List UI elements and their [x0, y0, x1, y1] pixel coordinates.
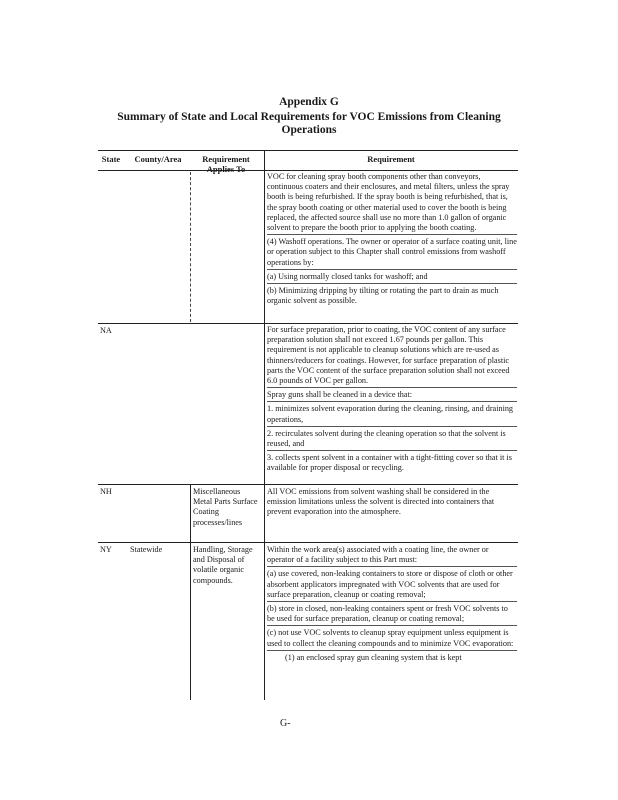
row0-requirement: [267, 172, 517, 309]
row-separator: [98, 484, 518, 485]
row2-state: NH: [100, 487, 112, 496]
requirement-paragraph: VOC for cleaning spray booth components other than conveyors, continuous coaters and their enclosures, and metal filters, unless the spray booth is being refurbished. If the spray booth is being refurbished, that is, the spray booth coating or other material used to cover the booth is being replaced, the affected source shall use no more than 1.0 gallon of organic solvent to prepare the booth prior to applying the booth coating.: [267, 172, 517, 235]
header-applies-to: Requirement Applies To: [202, 154, 250, 174]
row2-requirement: [267, 487, 517, 521]
row3-applies-to: Handling, Storage and Disposal of volatile organic compounds.: [193, 545, 253, 585]
row-separator: [98, 542, 518, 543]
column-divider: [264, 150, 265, 700]
requirement-paragraph: For surface preparation, prior to coating, the VOC content of any surface preparation solution shall not exceed 1.67 pounds per gallon. This requirement is not applicable to cleanup solutions which are re-used as thinners/reducers for coatings. However, for surface preparation of plastic parts the VOC content of the surface preparation solution shall not exceed 6.0 pounds of VOC per gallon.: [267, 325, 517, 388]
title-line-1: Appendix G: [279, 96, 339, 108]
title-line-2: Summary of State and Local Requirements for VOC Emissions from Cleaning: [117, 111, 501, 123]
row1-state: NA: [100, 326, 112, 335]
header-county: County/Area: [134, 154, 182, 164]
row2-applies-to: Miscellaneous Metal Parts Surface Coating processes/lines: [193, 487, 258, 527]
column-divider-dashed: [190, 172, 191, 322]
requirement-paragraph: (b) store in closed, non-leaking containers spent or fresh VOC solvents to be used for surface preparation, cleanup or coating removal;: [267, 604, 517, 626]
column-divider: [190, 484, 191, 700]
row3-state: NY: [100, 545, 112, 554]
header-requirement: Requirement: [367, 154, 415, 164]
requirement-paragraph: 3. collects spent solvent in a container with a tight-fitting cover so that it is available for proper disposal or recycling.: [267, 453, 512, 473]
header-state: State: [101, 154, 121, 164]
row-separator: [98, 323, 518, 324]
title-line-3: Operations: [281, 124, 337, 136]
requirement-paragraph: Within the work area(s) associated with a coating line, the owner or operator of a facility subject to this Part must:: [267, 545, 517, 567]
requirement-paragraph: (b) Minimizing dripping by tilting or rotating the part to drain as much organic solvent as possible.: [267, 286, 499, 306]
requirement-paragraph: (a) use covered, non-leaking containers to store or dispose of cloth or other absorbent applicators impregnated with VOC solvents that are used for surface preparation, cleanup or coating removal;: [267, 569, 517, 602]
requirement-paragraph: 1. minimizes solvent evaporation during the cleaning, rinsing, and draining operations,: [267, 404, 517, 426]
requirement-paragraph: (1) an enclosed spray gun cleaning system that is kept: [285, 652, 462, 662]
requirement-paragraph: (a) Using normally closed tanks for washoff; and: [267, 272, 517, 284]
requirements-table: [98, 150, 518, 700]
requirement-paragraph: Spray guns shall be cleaned in a device that:: [267, 390, 517, 402]
row1-requirement: [267, 325, 517, 477]
header-bottom-border: [98, 170, 518, 171]
page-number: G-: [280, 718, 291, 729]
requirement-paragraph: (c) not use VOC solvents to cleanup spray equipment unless equipment is used to collect the cleaning compounds and to minimize VOC evaporation:: [267, 628, 517, 650]
requirement-paragraph: (4) Washoff operations. The owner or operator of a surface coating unit, line or operation subject to this Chapter shall control emissions from washoff operations by:: [267, 237, 517, 270]
row3-county: Statewide: [130, 545, 163, 554]
requirement-paragraph: All VOC emissions from solvent washing shall be considered in the emission limitations unless the solvent is directed into containers that prevent evaporation into the atmosphere.: [267, 487, 495, 517]
row3-requirement: [267, 545, 517, 666]
requirement-paragraph: 2. recirculates solvent during the cleaning operation so that the solvent is reused, and: [267, 429, 517, 451]
table-top-border: [98, 150, 518, 151]
